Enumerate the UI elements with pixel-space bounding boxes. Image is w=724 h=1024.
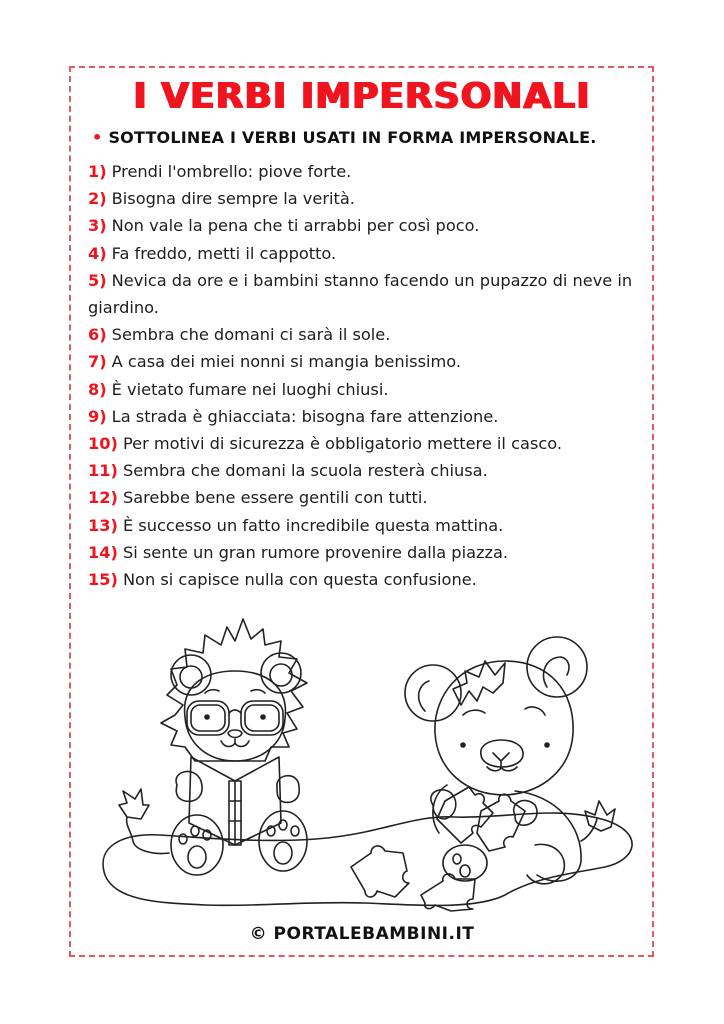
sentence-text: Bisogna dire sempre la verità. xyxy=(111,189,355,209)
sentence-item xyxy=(88,403,643,430)
sentence-text: È successo un fatto incredibile questa mattina. xyxy=(122,515,504,535)
sentence-number: 12) xyxy=(88,488,118,508)
sentence-item xyxy=(88,512,643,539)
sentence-text: La strada è ghiacciata: bisogna fare attenzione. xyxy=(111,406,499,426)
sentence-text: È vietato fumare nei luoghi chiusi. xyxy=(111,379,389,399)
sentence-number: 15) xyxy=(88,570,118,590)
sentence-list xyxy=(88,158,643,593)
sentence-item xyxy=(88,158,643,185)
sentence-item xyxy=(88,348,643,375)
sentence-text: Sembra che domani la scuola resterà chiusa. xyxy=(122,461,488,481)
sentence-item xyxy=(88,321,643,348)
sentence-number: 1) xyxy=(88,162,107,181)
sentence-number: 6) xyxy=(88,325,107,345)
sentence-item xyxy=(88,185,643,212)
lions-coloring-illustration xyxy=(85,605,645,915)
sentence-item xyxy=(88,539,643,566)
bullet-icon: • xyxy=(92,128,103,147)
sentence-text: Prendi l'ombrello: piove forte. xyxy=(111,162,352,181)
sentence-item xyxy=(88,457,643,484)
sentence-text: Si sente un gran rumore provenire dalla piazza. xyxy=(122,542,509,562)
instruction-text: SOTTOLINEA I VERBI USATI IN FORMA IMPERSONALE. xyxy=(108,128,597,147)
sentence-item xyxy=(88,430,643,457)
sentence-number: 5) xyxy=(88,270,107,290)
sentence-text: Sembra che domani ci sarà il sole. xyxy=(111,325,391,345)
puzzle-piece-icon xyxy=(351,846,409,897)
sentence-item xyxy=(88,240,643,267)
reading-lion-icon xyxy=(119,619,307,875)
sentence-text: Non si capisce nulla con questa confusione. xyxy=(122,570,477,590)
sentence-number: 8) xyxy=(88,379,107,399)
sentence-text: Sarebbe bene essere gentili con tutti. xyxy=(122,488,428,508)
sentence-text: Fa freddo, metti il cappotto. xyxy=(111,243,337,263)
puzzle-lion-icon xyxy=(405,637,615,884)
sentence-number: 7) xyxy=(88,352,107,372)
sentence-text: Nevica da ore e i bambini stanno facendo un pupazzo di neve in giardino. xyxy=(88,270,633,318)
sentence-item xyxy=(88,484,643,511)
sentence-number: 2) xyxy=(88,189,107,209)
sentence-text: A casa dei miei nonni si mangia benissimo. xyxy=(111,352,462,372)
sentence-number: 14) xyxy=(88,542,118,562)
instruction-line xyxy=(92,128,597,147)
worksheet-title: I VERBI IMPERSONALI xyxy=(133,76,591,117)
sentence-number: 10) xyxy=(88,434,118,454)
sentence-number: 9) xyxy=(88,406,107,426)
sentence-item xyxy=(88,566,643,593)
sentence-item xyxy=(88,376,643,403)
sentence-text: Per motivi di sicurezza è obbligatorio mettere il casco. xyxy=(122,434,562,454)
ground-shape-icon xyxy=(103,813,632,905)
copyright-footer: © PORTALEBAMBINI.IT xyxy=(249,924,475,944)
sentence-number: 13) xyxy=(88,515,118,535)
sentence-item xyxy=(88,267,643,321)
sentence-item xyxy=(88,212,643,239)
sentence-number: 11) xyxy=(88,461,118,481)
sentence-number: 4) xyxy=(88,243,107,263)
sentence-number: 3) xyxy=(88,216,107,236)
sentence-text: Non vale la pena che ti arrabbi per così poco. xyxy=(111,216,480,236)
